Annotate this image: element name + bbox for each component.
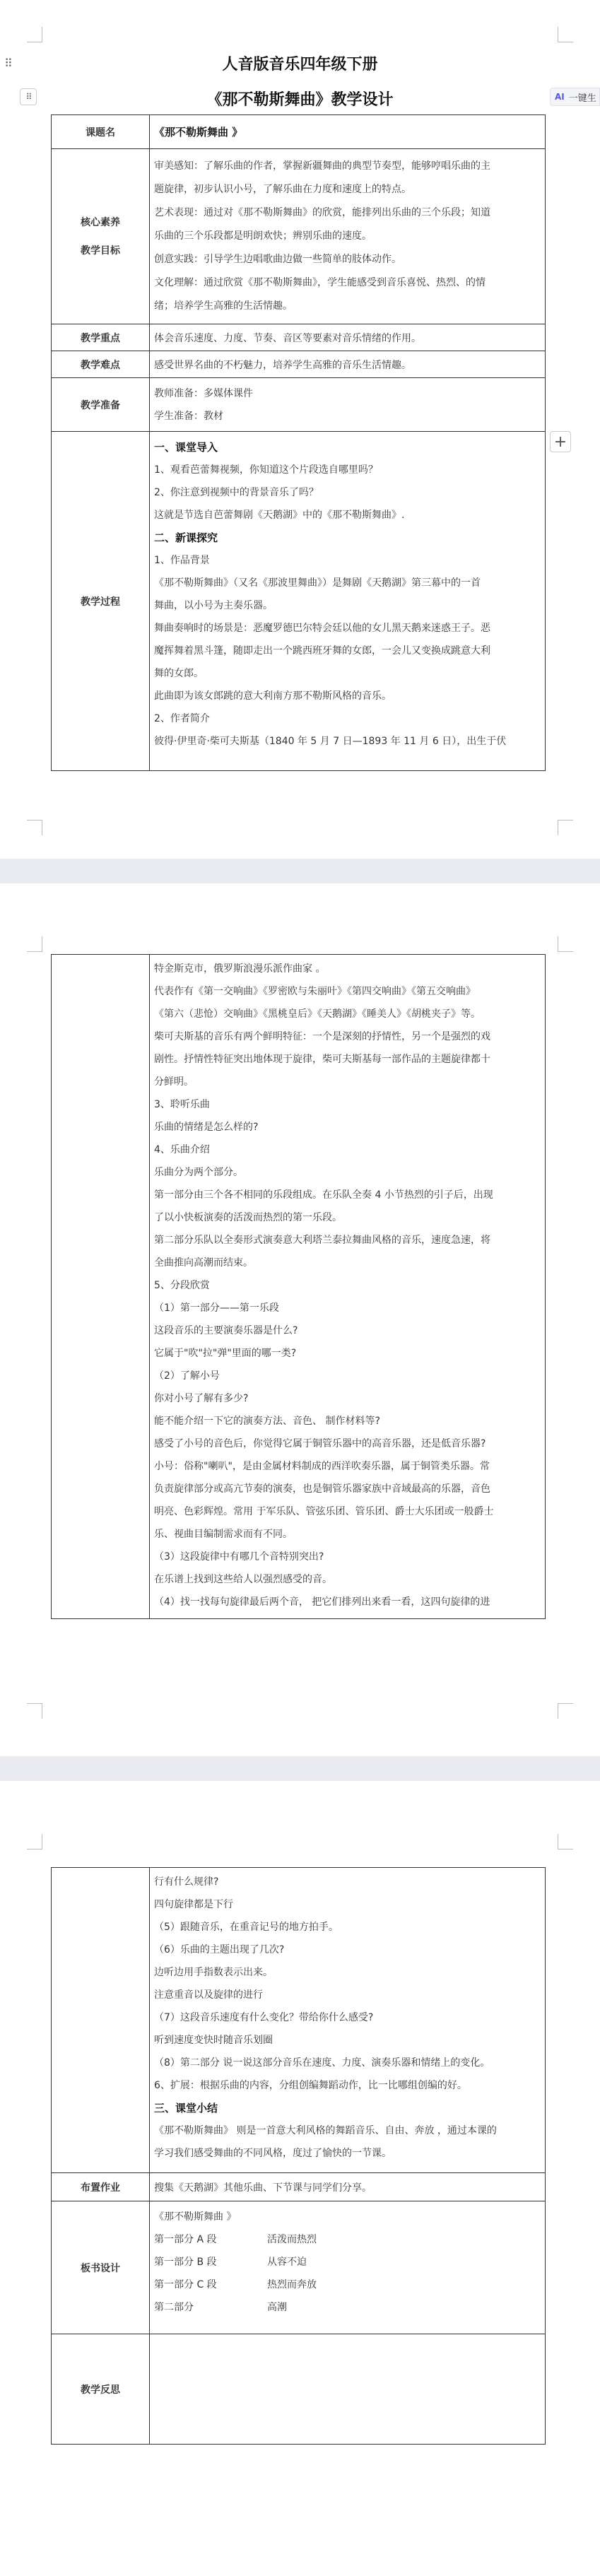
- text-line: 剧性。抒情性特征突出地体现于旋律，柴可夫斯基每一部作品的主题旋律都十: [154, 1054, 490, 1065]
- prep-content[interactable]: [150, 378, 546, 432]
- text-line: 1、作品背景: [154, 555, 210, 566]
- text-line: 明亮、色彩辉煌。常用 于军乐队、管弦乐团、管乐团、爵士大乐团或一般爵士: [154, 1506, 494, 1517]
- text-line: 2、你注意到视频中的背景音乐了吗？: [154, 487, 319, 498]
- text-line: 创意实践：引导学生边唱歌曲边做一些简单的肢体动作。: [154, 254, 401, 265]
- topic-value[interactable]: 《那不勒斯舞曲 》: [150, 115, 546, 149]
- process-label: 教学过程: [52, 432, 150, 771]
- ai-icon: AI: [555, 92, 565, 102]
- section-heading: 一、课堂导入: [154, 441, 218, 454]
- board-part: 第一部分 B 段: [154, 2257, 217, 2268]
- text-line: 它属于"吹"拉"弹"里面的哪一类?: [154, 1348, 297, 1359]
- table-row: [52, 432, 546, 771]
- page-margin-mark: [27, 936, 42, 952]
- text-line: 题旋律，初步认识小号，了解乐曲在力度和速度上的特点。: [154, 184, 411, 195]
- text-line: 在乐谱上找到这些给人以强烈感受的音。: [154, 1574, 332, 1585]
- text-line: 1、观看芭蕾舞视频，你知道这个片段选自哪里吗？: [154, 464, 378, 476]
- block-handle-icon[interactable]: ⠿: [20, 88, 37, 105]
- goals-content[interactable]: [150, 149, 546, 324]
- text-line: 6、扩展：根据乐曲的内容，分组创编舞蹈动作，比一比哪组创编的好。: [154, 2080, 467, 2091]
- text-line: 教师准备：多媒体课件: [154, 387, 253, 399]
- text-line: 乐曲的三个乐段都是明朗欢快；辨别乐曲的速度。: [154, 230, 372, 242]
- document-page-1: [0, 0, 600, 859]
- table-row: [52, 2201, 546, 2334]
- text-line: （4）找一找每句旋律最后两个音， 把它们排列出来看一看，这四句旋律的进: [154, 1596, 490, 1608]
- text-line: 四句旋律都是下行: [154, 1899, 233, 1910]
- reflection-label: 教学反思: [52, 2334, 150, 2445]
- text-line: （2）了解小号: [154, 1370, 220, 1382]
- text-line: 负责旋律部分或高亢节奏的演奏，也是铜管乐器家族中音域最高的乐器，音色: [154, 1483, 490, 1495]
- text-line: 你对小号了解有多少?: [154, 1393, 249, 1404]
- process-label-end: [52, 1868, 150, 2173]
- text-line: （3）这段旋律中有哪几个音特别突出?: [154, 1551, 324, 1563]
- text-line: 3、聆听乐曲: [154, 1099, 210, 1110]
- section-heading: 二、新课探究: [154, 531, 218, 544]
- table-row: [52, 1868, 546, 2173]
- text-line: （7）这段音乐速度有什么变化？带给你什么感受?: [154, 2012, 374, 2023]
- text-line: （5）跟随音乐，在重音记号的地方拍手。: [154, 1922, 339, 1933]
- text-line: 边听边用手指数表示出来。: [154, 1967, 273, 1978]
- key-point-value[interactable]: 体会音乐速度、力度、节奏、音区等要素对音乐情绪的作用。: [150, 324, 546, 351]
- board-part: 第一部分 A 段: [154, 2234, 217, 2245]
- text-line: 舞曲，以小号为主奏乐器。: [154, 600, 273, 611]
- text-line: 5、分段欣赏: [154, 1280, 210, 1291]
- ai-assist-button[interactable]: [550, 88, 600, 106]
- key-point-label: 教学重点: [52, 324, 150, 351]
- text-line: 听到速度变快时随音乐划圈: [154, 2035, 273, 2046]
- page-margin-mark: [558, 1834, 573, 1849]
- text-line: 特金斯克市，俄罗斯浪漫乐派作曲家 。: [154, 963, 326, 975]
- drag-handle-icon[interactable]: ⠿: [4, 57, 11, 70]
- add-column-icon[interactable]: +: [550, 431, 571, 452]
- text-line: 全曲推向高潮而结束。: [154, 1257, 253, 1269]
- section-heading: 三、课堂小结: [154, 2102, 218, 2115]
- board-mood: 活泼而热烈: [267, 2234, 317, 2245]
- text-line: 第二部分乐队以全奏形式演奏意大利塔兰泰拉舞曲风格的音乐，速度急速，将: [154, 1235, 490, 1246]
- table-row: [52, 149, 546, 324]
- board-mood: 热烈而奔放: [267, 2279, 317, 2290]
- text-line: 《那不勒斯舞曲》 则是一首意大利风格的舞蹈音乐、自由、奔放 ，通过本课的: [154, 2125, 497, 2136]
- ai-assist-label: 一键生: [568, 93, 596, 104]
- lesson-plan-table-end: [51, 1867, 546, 2445]
- reflection-value[interactable]: [150, 2334, 546, 2445]
- table-row: [52, 324, 546, 351]
- lesson-plan-table-continued: [51, 954, 546, 1619]
- document-subtitle: 《那不勒斯舞曲》教学设计: [206, 91, 394, 109]
- table-row: [52, 2173, 546, 2201]
- board-row: [154, 2228, 541, 2251]
- topic-label: 课题名: [52, 115, 150, 149]
- homework-value[interactable]: 搜集《天鹅湖》其他乐曲、下节课与同学们分享。: [150, 2173, 546, 2201]
- process-content-end[interactable]: [150, 1868, 546, 2173]
- page-margin-mark: [27, 27, 42, 42]
- text-line: （1）第一部分——第一乐段: [154, 1302, 279, 1314]
- text-line: 4、乐曲介绍: [154, 1144, 210, 1155]
- board-design-label: 板书设计: [52, 2201, 150, 2334]
- text-line: 乐曲分为两个部分。: [154, 1167, 243, 1178]
- table-row: [52, 351, 546, 378]
- prep-label: 教学准备: [52, 378, 150, 432]
- text-line: 彼得·伊里奇·柴可夫斯基（1840 年 5 月 7 日—1893 年 11 月 6 日），出生于伏: [154, 736, 507, 747]
- text-line: 魔挥舞着黑斗篷，随即走出一个跳西班牙舞的女郎，一会儿又变换成跳意大利: [154, 645, 490, 657]
- page-margin-mark: [27, 1703, 42, 1719]
- page-margin-mark: [558, 936, 573, 952]
- text-line: 行有什么规律?: [154, 1876, 219, 1888]
- process-content-continued[interactable]: [150, 955, 546, 1619]
- text-line: 小号：俗称"喇叭"，是由金属材料制成的西洋吹奏乐器，属于铜管类乐器。常: [154, 1461, 490, 1472]
- board-mood: 从容不迫: [267, 2257, 307, 2268]
- page-margin-mark: [558, 27, 573, 42]
- text-line: 这就是节选自芭蕾舞剧《天鹅湖》中的《那不勒斯舞曲》.: [154, 510, 405, 521]
- process-content[interactable]: [150, 432, 546, 771]
- table-row: [52, 378, 546, 432]
- board-title: 《那不勒斯舞曲 》: [154, 2211, 237, 2223]
- page-margin-mark: [27, 820, 42, 835]
- text-line: 分鲜明。: [154, 1076, 194, 1088]
- homework-label: 布置作业: [52, 2173, 150, 2201]
- text-line: （6）乐曲的主题出现了几次?: [154, 1944, 285, 1955]
- text-line: 乐、视曲目编制需求而有不同。: [154, 1529, 293, 1540]
- difficulty-value[interactable]: 感受世界名曲的不朽魅力，培养学生高雅的音乐生活情趣。: [150, 351, 546, 378]
- table-row: [52, 2334, 546, 2445]
- document-title: 人音版音乐四年级下册: [222, 56, 378, 73]
- text-line: 学生准备：教材: [154, 410, 223, 422]
- text-line: 2、作者简介: [154, 713, 210, 724]
- difficulty-label: 教学难点: [52, 351, 150, 378]
- board-design-content[interactable]: [150, 2201, 546, 2334]
- text-line: 能不能介绍一下它的演奏方法、音色、 制作材料等?: [154, 1416, 380, 1427]
- text-line: 文化理解：通过欣赏《那不勒斯舞曲》，学生能感受到音乐喜悦、热烈、的情: [154, 277, 486, 288]
- page-margin-mark: [558, 1703, 573, 1719]
- document-page-2: [0, 883, 600, 1756]
- text-line: 绪；培养学生高雅的生活情趣。: [154, 300, 293, 312]
- text-line: 审美感知：了解乐曲的作者，掌握新疆舞曲的典型节奏型，能够哼唱乐曲的主: [154, 160, 490, 172]
- process-label-continued: [52, 955, 150, 1619]
- text-line: （8）第二部分 说一说这部分音乐在速度、力度、演奏乐器和情绪上的变化。: [154, 2057, 490, 2069]
- text-line: 《那不勒斯舞曲》（又名《那波里舞曲》）是舞剧《天鹅湖》第三幕中的一首: [154, 577, 481, 589]
- text-line: 舞曲奏响时的场景是：恶魔罗德巴尔特会廷以他的女儿黑天鹅来迷惑王子。恶: [154, 623, 490, 634]
- page-margin-mark: [27, 1834, 42, 1849]
- text-line: 了以小快板演奏的活泼而热烈的第一乐段。: [154, 1212, 342, 1223]
- board-row: [154, 2296, 541, 2319]
- text-line: 代表作有《第一交响曲》《罗密欧与朱丽叶》《第四交响曲》《第五交响曲》: [154, 986, 476, 997]
- table-row: [52, 955, 546, 1619]
- goals-label-line: 核心素养: [81, 216, 120, 228]
- text-line: 柴可夫斯基的音乐有两个鲜明特征：一个是深刻的抒情性，另一个是强烈的戏: [154, 1031, 490, 1042]
- goals-label: [52, 149, 150, 324]
- document-page-3: [0, 1781, 600, 2576]
- board-row: [154, 2274, 541, 2296]
- text-line: 注意重音以及旋律的进行: [154, 1989, 263, 2001]
- board-part: 第二部分: [154, 2302, 194, 2313]
- text-line: 感受了小号的音色后，你觉得它属于铜管乐器中的高音乐器，还是低音乐器?: [154, 1438, 486, 1449]
- goals-label-line: 教学目标: [81, 245, 120, 257]
- text-line: 第一部分由三个各不相同的乐段组成。在乐队全奏 4 小节热烈的引子后，出现: [154, 1189, 493, 1201]
- text-line: 舞的女郎。: [154, 668, 204, 679]
- lesson-plan-table: [51, 114, 546, 771]
- text-line: 艺术表现：通过对《那不勒斯舞曲》的欣赏，能排列出乐曲的三个乐段；知道: [154, 207, 490, 218]
- table-row: [52, 115, 546, 149]
- board-mood: 高潮: [267, 2302, 287, 2313]
- text-line: 学习我们感受舞曲的不同风格，度过了愉快的一节课。: [154, 2148, 392, 2159]
- text-line: 《第六（悲怆）交响曲》《黑桃皇后》《天鹅湖》《睡美人》《胡桃夹子》等。: [154, 1008, 481, 1020]
- text-line: 乐曲的情绪是怎么样的?: [154, 1122, 259, 1133]
- text-line: 此曲即为该女郎跳的意大利南方那不勒斯风格的音乐。: [154, 690, 392, 702]
- board-row: [154, 2251, 541, 2274]
- board-part: 第一部分 C 段: [154, 2279, 217, 2290]
- page-margin-mark: [558, 820, 573, 835]
- text-line: 这段音乐的主要演奏乐器是什么?: [154, 1325, 298, 1336]
